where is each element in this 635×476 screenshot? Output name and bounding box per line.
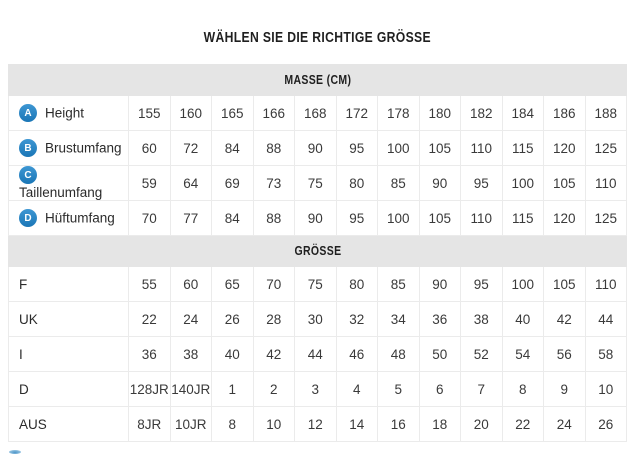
cell: 155 [129, 96, 171, 131]
page-title-wrap [0, 0, 635, 45]
measurements-header-bar [9, 65, 627, 96]
cell: 115 [502, 131, 544, 166]
cell: 26 [585, 407, 627, 442]
page-title: WÄHLEN SIE DIE RICHTIGE GRÖSSE [203, 30, 432, 46]
cell: 95 [461, 166, 503, 201]
cell: 36 [129, 337, 171, 372]
cell: 69 [212, 166, 254, 201]
sizes-header-bar [9, 236, 627, 267]
cell: 65 [212, 267, 254, 302]
cell: 165 [212, 96, 254, 131]
cell: 46 [336, 337, 378, 372]
row-label: F [19, 276, 28, 292]
cell: 42 [253, 337, 295, 372]
cell: 95 [336, 131, 378, 166]
row-uk [9, 302, 627, 337]
cell: 80 [336, 166, 378, 201]
cell: 36 [419, 302, 461, 337]
cell: 64 [170, 166, 212, 201]
cell: 70 [129, 201, 171, 236]
cell: 40 [212, 337, 254, 372]
cell-label-i [9, 337, 129, 372]
cell-label-f [9, 267, 129, 302]
cell: 105 [544, 166, 586, 201]
cell: 75 [295, 166, 337, 201]
cell: 75 [295, 267, 337, 302]
row-label: Brustumfang [45, 140, 122, 156]
cell: 10 [253, 407, 295, 442]
row-label: I [19, 346, 23, 362]
badge-d-icon: D [19, 209, 37, 227]
row-d [9, 372, 627, 407]
cell: 38 [461, 302, 503, 337]
cell: 48 [378, 337, 420, 372]
cell: 20 [461, 407, 503, 442]
cell: 10JR [170, 407, 212, 442]
cell: 125 [585, 131, 627, 166]
cell: 32 [336, 302, 378, 337]
cell: 110 [585, 267, 627, 302]
cell: 110 [585, 166, 627, 201]
cell-label-uk [9, 302, 129, 337]
cell: 4 [336, 372, 378, 407]
cell: 160 [170, 96, 212, 131]
cell: 188 [585, 96, 627, 131]
cell: 84 [212, 201, 254, 236]
cell: 90 [295, 201, 337, 236]
cell: 168 [295, 96, 337, 131]
cell: 12 [295, 407, 337, 442]
cell: 22 [129, 302, 171, 337]
cell: 88 [253, 131, 295, 166]
cell: 105 [419, 201, 461, 236]
row-aus [9, 407, 627, 442]
cell: 73 [253, 166, 295, 201]
cell-label-aus [9, 407, 129, 442]
cell: 7 [461, 372, 503, 407]
cell: 5 [378, 372, 420, 407]
cell: 85 [378, 267, 420, 302]
row-brustumfang [9, 131, 627, 166]
cell: 22 [502, 407, 544, 442]
cell: 34 [378, 302, 420, 337]
cell-label-d [9, 372, 129, 407]
cell: 90 [419, 267, 461, 302]
cell: 14 [336, 407, 378, 442]
cell: 180 [419, 96, 461, 131]
row-label: Taillenumfang [19, 184, 103, 200]
cell: 80 [336, 267, 378, 302]
row-label: Hüftumfang [45, 210, 115, 226]
cell: 90 [419, 166, 461, 201]
cell: 56 [544, 337, 586, 372]
cell: 58 [585, 337, 627, 372]
cell: 128JR [129, 372, 171, 407]
cell: 95 [336, 201, 378, 236]
partial-badge-icon [9, 450, 21, 454]
cell: 54 [502, 337, 544, 372]
cell: 110 [461, 201, 503, 236]
cell: 60 [129, 131, 171, 166]
cell: 52 [461, 337, 503, 372]
cell: 8 [212, 407, 254, 442]
cell: 26 [212, 302, 254, 337]
row-hueftumfang [9, 201, 627, 236]
cell: 100 [502, 267, 544, 302]
cell: 55 [129, 267, 171, 302]
cell: 9 [544, 372, 586, 407]
cell: 100 [502, 166, 544, 201]
cell: 42 [544, 302, 586, 337]
cell: 88 [253, 201, 295, 236]
cell: 182 [461, 96, 503, 131]
cell: 100 [378, 201, 420, 236]
row-label: AUS [19, 416, 47, 432]
section-header-measurements [9, 65, 627, 96]
cell-label-hueftumfang [9, 201, 129, 236]
cell: 166 [253, 96, 295, 131]
cell: 38 [170, 337, 212, 372]
cell: 10 [585, 372, 627, 407]
sizes-header-label: GRÖSSE [294, 244, 341, 258]
cell: 8 [502, 372, 544, 407]
cell: 60 [170, 267, 212, 302]
cell: 40 [502, 302, 544, 337]
section-header-sizes [9, 236, 627, 267]
cell-label-taillenumfang [9, 166, 129, 201]
row-i [9, 337, 627, 372]
cell: 44 [295, 337, 337, 372]
cell: 186 [544, 96, 586, 131]
size-chart-table [8, 64, 627, 442]
cell: 84 [212, 131, 254, 166]
cell: 105 [419, 131, 461, 166]
cell: 24 [170, 302, 212, 337]
badge-c-icon: C [19, 166, 37, 184]
cell: 140JR [170, 372, 212, 407]
row-height [9, 96, 627, 131]
cell: 3 [295, 372, 337, 407]
cell: 28 [253, 302, 295, 337]
cell: 77 [170, 201, 212, 236]
cell: 30 [295, 302, 337, 337]
cell: 95 [461, 267, 503, 302]
cell: 105 [544, 267, 586, 302]
cell: 110 [461, 131, 503, 166]
cell: 16 [378, 407, 420, 442]
cell: 1 [212, 372, 254, 407]
cell-label-brustumfang [9, 131, 129, 166]
cell: 125 [585, 201, 627, 236]
cell: 24 [544, 407, 586, 442]
cell: 50 [419, 337, 461, 372]
cell: 178 [378, 96, 420, 131]
row-f [9, 267, 627, 302]
badge-a-icon: A [19, 104, 37, 122]
cell: 70 [253, 267, 295, 302]
badge-b-icon: B [19, 139, 37, 157]
cell: 72 [170, 131, 212, 166]
measurements-header-label: MASSE (CM) [284, 73, 351, 87]
cell: 115 [502, 201, 544, 236]
cell-label-height [9, 96, 129, 131]
cell: 90 [295, 131, 337, 166]
row-label: D [19, 381, 29, 397]
cell: 59 [129, 166, 171, 201]
cell: 120 [544, 131, 586, 166]
cell: 8JR [129, 407, 171, 442]
cell: 2 [253, 372, 295, 407]
row-label: UK [19, 311, 38, 327]
cell: 6 [419, 372, 461, 407]
row-label: Height [45, 105, 85, 121]
cell: 120 [544, 201, 586, 236]
cell: 85 [378, 166, 420, 201]
cell: 44 [585, 302, 627, 337]
cell: 18 [419, 407, 461, 442]
cell: 172 [336, 96, 378, 131]
cell: 100 [378, 131, 420, 166]
cell: 184 [502, 96, 544, 131]
row-taillenumfang [9, 166, 627, 201]
